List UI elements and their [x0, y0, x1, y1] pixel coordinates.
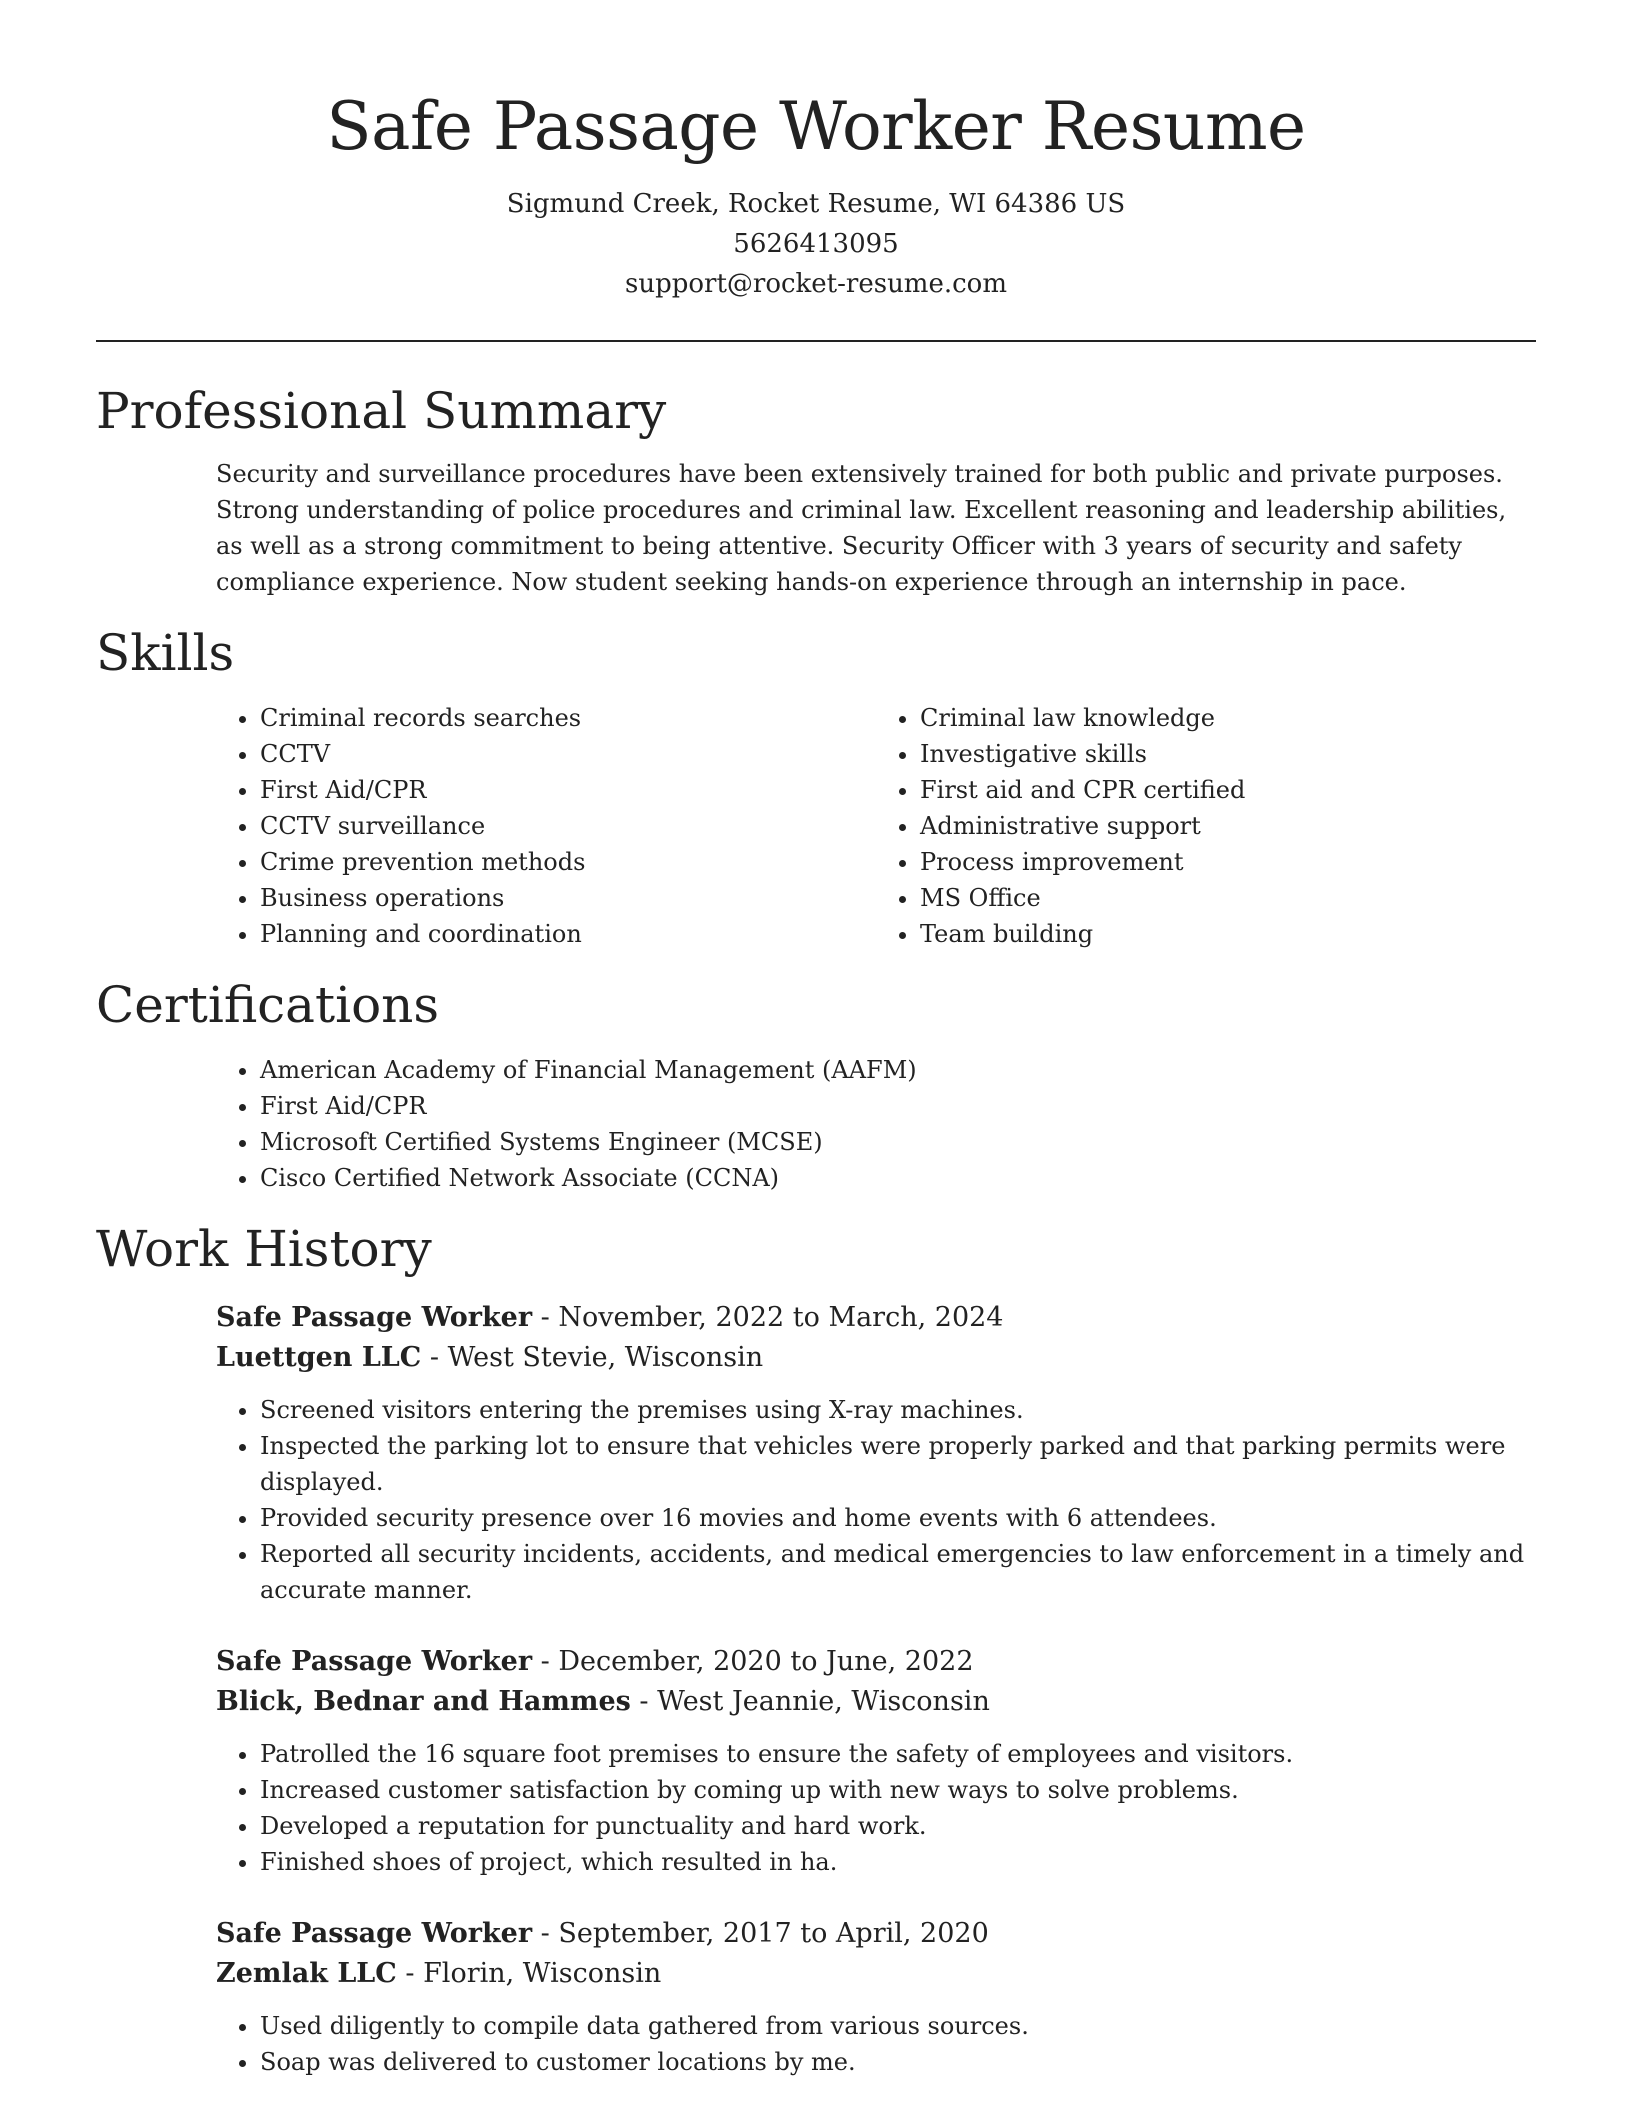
job-separator: - — [630, 1686, 658, 1717]
job-bullets — [216, 2008, 1536, 2080]
job-company-line — [216, 1338, 1536, 1378]
job-bullet: • Developed a reputation for punctuality and hard work. — [260, 1808, 1536, 1844]
work-history-body — [216, 1298, 1536, 2080]
job-dates: December, 2020 to June, 2022 — [558, 1646, 974, 1677]
job-location: West Jeannie, Wisconsin — [657, 1686, 990, 1717]
job-company: Blick, Bednar and Hammes — [216, 1686, 631, 1717]
job-title: Safe Passage Worker — [216, 1646, 533, 1677]
job-bullets — [216, 1392, 1536, 1608]
job-company-line — [216, 1954, 1536, 1994]
skill-item: • Process improvement — [920, 844, 1536, 880]
skill-item: • First Aid/CPR — [260, 772, 876, 808]
resume-header — [96, 0, 1536, 304]
job-title-line — [216, 1298, 1536, 1338]
certifications-list — [216, 1052, 1536, 1196]
summary-heading: Professional Summary — [96, 382, 667, 440]
job-title-line — [216, 1642, 1536, 1682]
skills-section — [96, 618, 1536, 952]
summary-section — [96, 376, 1536, 600]
skill-item: • First aid and CPR certified — [920, 772, 1536, 808]
certification-item: • First Aid/CPR — [260, 1088, 1536, 1124]
job-bullet: • Used diligently to compile data gathered from various sources. — [260, 2008, 1536, 2044]
job-bullet: • Soap was delivered to customer locations by me. — [260, 2044, 1536, 2080]
job-company-line — [216, 1682, 1536, 1722]
job-location: Florin, Wisconsin — [423, 1958, 662, 1989]
job-bullet: • Inspected the parking lot to ensure that vehicles were properly parked and that parking permits were displayed. — [260, 1428, 1536, 1500]
job-bullet: • Finished shoes of project, which resulted in ha. — [260, 1844, 1536, 1880]
certification-item: • American Academy of Financial Management (AAFM) — [260, 1052, 1536, 1088]
work-history-heading: Work History — [96, 1220, 432, 1278]
skill-item: • CCTV surveillance — [260, 808, 876, 844]
header-divider — [96, 340, 1536, 342]
summary-body — [216, 456, 1536, 600]
job-bullet: • Screened visitors entering the premises using X-ray machines. — [260, 1392, 1536, 1428]
certifications-heading: Certifications — [96, 976, 440, 1034]
job-entry — [216, 1298, 1536, 1608]
skills-columns — [216, 700, 1536, 952]
certifications-body — [216, 1052, 1536, 1196]
job-bullet: • Reported all security incidents, accidents, and medical emergencies to law enforcement in a timely and accurate manner. — [260, 1536, 1536, 1608]
skill-item: • Criminal records searches — [260, 700, 876, 736]
job-separator: - — [532, 1918, 559, 1949]
skill-item: • Criminal law knowledge — [920, 700, 1536, 736]
job-title: Safe Passage Worker — [216, 1302, 533, 1333]
job-location: West Stevie, Wisconsin — [447, 1342, 764, 1373]
skill-item: • Crime prevention methods — [260, 844, 876, 880]
job-title: Safe Passage Worker — [216, 1918, 533, 1949]
skill-item: • Business operations — [260, 880, 876, 916]
resume-page — [96, 0, 1536, 2080]
job-separator: - — [396, 1958, 424, 1989]
job-title-line — [216, 1914, 1536, 1954]
job-separator: - — [532, 1302, 559, 1333]
job-separator: - — [421, 1342, 448, 1373]
certification-item: • Microsoft Certified Systems Engineer (MCSE) — [260, 1124, 1536, 1160]
skills-list-left — [216, 700, 876, 952]
skills-heading: Skills — [96, 624, 235, 682]
contact-address: Sigmund Creek, Rocket Resume, WI 64386 US — [506, 189, 1126, 219]
job-entry — [216, 1642, 1536, 1880]
certifications-section — [96, 970, 1536, 1196]
contact-block — [96, 184, 1536, 304]
skill-item: • Administrative support — [920, 808, 1536, 844]
job-separator: - — [532, 1646, 559, 1677]
skill-item: • Planning and coordination — [260, 916, 876, 952]
skill-item: • Team building — [920, 916, 1536, 952]
skill-item: • CCTV — [260, 736, 876, 772]
job-company: Zemlak LLC — [216, 1958, 397, 1989]
contact-phone: 5626413095 — [733, 229, 899, 259]
job-dates: September, 2017 to April, 2020 — [558, 1918, 989, 1949]
job-dates: November, 2022 to March, 2024 — [558, 1302, 1004, 1333]
contact-email: support@rocket-resume.com — [624, 269, 1007, 299]
resume-title: Safe Passage Worker Resume — [326, 88, 1306, 165]
summary-text: Security and surveillance procedures have been extensively trained for both public and private purposes. Strong understanding of police procedures and criminal law. Excellent reasoning and leadership abilities, as well as a strong commitment to being attentive. Security Officer with 3 years of security and safety compliance experience. Now student seeking hands-on experience through an internship in pace. — [216, 460, 1507, 596]
skills-body — [216, 700, 1536, 952]
skills-list-right — [876, 700, 1536, 952]
job-bullet: • Provided security presence over 16 movies and home events with 6 attendees. — [260, 1500, 1536, 1536]
work-history-section — [96, 1214, 1536, 2080]
job-company: Luettgen LLC — [216, 1342, 422, 1373]
skill-item: • Investigative skills — [920, 736, 1536, 772]
job-bullets — [216, 1736, 1536, 1880]
certification-item: • Cisco Certified Network Associate (CCNA) — [260, 1160, 1536, 1196]
job-bullet: • Patrolled the 16 square foot premises to ensure the safety of employees and visitors. — [260, 1736, 1536, 1772]
job-bullet: • Increased customer satisfaction by coming up with new ways to solve problems. — [260, 1772, 1536, 1808]
job-entry — [216, 1914, 1536, 2080]
skill-item: • MS Office — [920, 880, 1536, 916]
